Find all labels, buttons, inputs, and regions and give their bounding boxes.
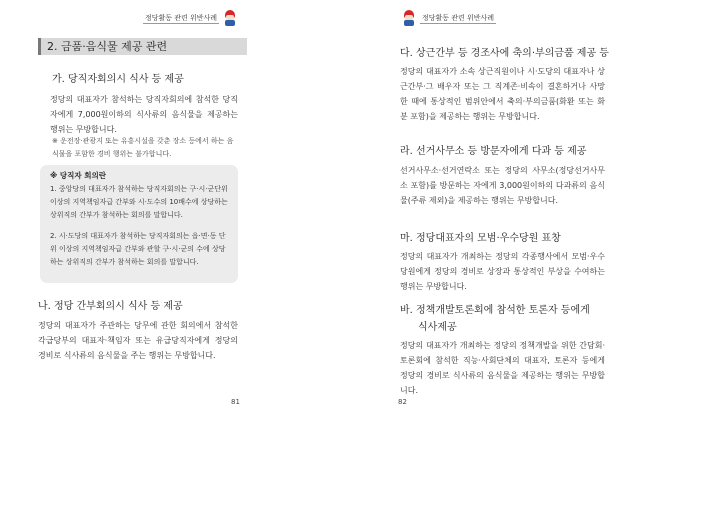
subheading-da: 다. 상근간부 등 경조사에 축의·부의금품 제공 등 [400, 48, 609, 59]
mascot-icon [222, 9, 238, 27]
paragraph-na: 정당의 대표자가 주관하는 당무에 관한 회의에서 참석한 각급당부의 대표자·책임자 또는 유급당직자에게 정당의 경비로 식사류의 음식물을 주는 행위는 무방합니다. [38, 321, 238, 360]
paragraph-da: 정당의 대표자가 소속 상근직원이나 시·도당의 대표자나 상근간부·그 배우자 또는 그 직계존·비속이 결혼하거나 사망한 때에 통상적인 범위안에서 축의·부의금품(화환 또는 화분 포함)을 제공하는 행위는 무방합니다. [400, 67, 605, 121]
subheading-ra: 라. 선거사무소 등 방문자에게 다과 등 제공 [400, 146, 587, 157]
subheading-ba: 바. 정책개발토론회에 참석한 토론자 등에게 [400, 305, 590, 316]
right-header-text: 정당활동 관련 위반사례 [422, 13, 495, 22]
paragraph-ra: 선거사무소·선거연락소 또는 정당의 사무소(정당선거사무소 포함)를 방문하는 자에게 3,000원이하의 다과류의 음식물(주류 제외)을 제공하는 행위는 무방합니다. [400, 166, 605, 205]
info-box [40, 165, 238, 283]
subheading-ga: 가. 당직자회의시 식사 등 제공 [52, 74, 184, 85]
info-box-title: ※ 당직자 회의란 [50, 171, 106, 180]
left-header-text: 정당활동 관련 위반사례 [145, 13, 218, 22]
subheading-na: 나. 정당 간부회의시 식사 등 제공 [38, 301, 183, 312]
subheading-ba-cont: 식사제공 [418, 322, 457, 333]
mascot-icon [401, 9, 417, 27]
subheading-ma: 마. 정당대표자의 모범·우수당원 표창 [400, 233, 561, 244]
note-ga: ※ 운전장·관광지 또는 유흥시설을 갖춘 장소 등에서 하는 음식물을 포함한 경비 행위는 불가합니다. [52, 137, 234, 158]
paragraph-ba: 정당의 대표자가 개최하는 정당의 정책개발을 위한 간담회·토론회에 참석한 직능·사회단체의 대표자, 토론자 등에게 정당의 경비로 식사류의 음식물을 제공하는 행위는 무방합니다. [400, 341, 605, 395]
page-number-left: 81 [231, 398, 240, 406]
info-box-item-1: 1. 중앙당의 대표자가 참석하는 당직자회의는 구·시·군단위 이상의 지역책임자급 간부와 시·도수의 10배수에 상당하는 상위직의 간부가 참석하는 회의를 말합니다. [50, 185, 228, 219]
paragraph-ga: 정당의 대표자가 참석하는 당직자회의에 참석한 당직자에게 7,000원이하의 식사류의 음식물을 제공하는 행위는 무방합니다. [50, 95, 238, 134]
paragraph-ma: 정당의 대표자가 개최하는 정당의 각종행사에서 모범·우수당원에게 정당의 경비로 상장과 통상적인 부상을 수여하는 행위는 무방합니다. [400, 252, 605, 291]
right-page [360, 0, 720, 509]
page-number-right: 82 [398, 398, 407, 406]
left-running-head [143, 10, 241, 26]
info-box-item-2: 2. 시·도당의 대표자가 참석하는 당직자회의는 읍·면·동 단위 이상의 지역책임자급 간부와 관할 구·시·군의 수에 상당하는 상위직의 간부가 참석하는 회의를 말합니다. [50, 232, 226, 266]
section-title: 2. 금품·음식물 제공 관련 [38, 38, 247, 55]
right-running-head [398, 10, 496, 26]
